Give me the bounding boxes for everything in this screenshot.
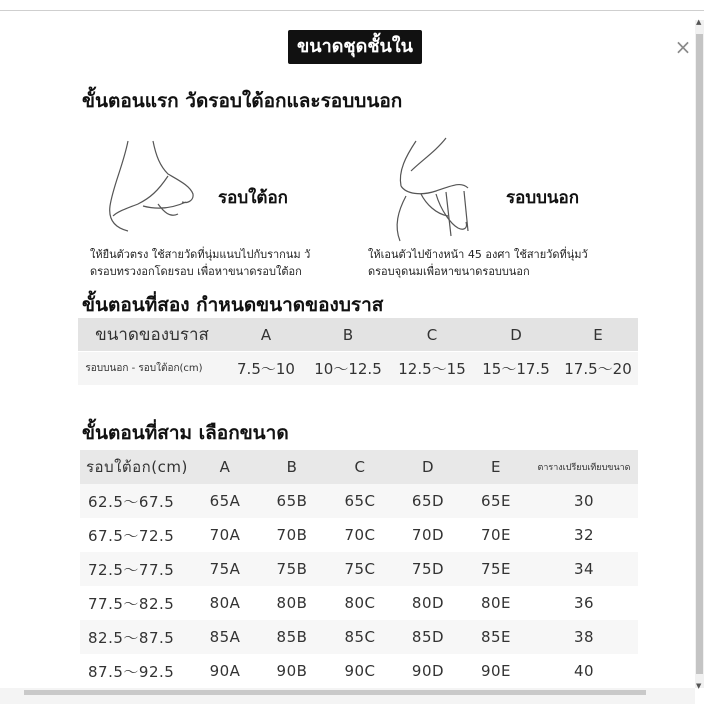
table-cell: 75C — [344, 560, 376, 578]
table-cell: 85B — [276, 628, 308, 646]
table-cell: 72.5～77.5 — [88, 560, 175, 579]
table-cell: 38 — [573, 628, 595, 646]
table-cell: 36 — [573, 594, 595, 612]
step1-heading: ขั้นตอนแรก วัดรอบใต้อกและรอบบนอก — [82, 90, 403, 112]
table-cell: 80A — [209, 594, 241, 612]
table-cell: 65D — [411, 492, 445, 510]
table-cell: 75D — [411, 560, 445, 578]
step3-heading: ขั้นตอนที่สาม เลือกขนาด — [82, 422, 289, 444]
scroll-up-arrow-icon[interactable]: ▲ — [696, 18, 702, 26]
table-cell: 65E — [480, 492, 512, 510]
horizontal-scrollbar[interactable] — [0, 688, 695, 704]
table-cell: 17.5～20 — [564, 360, 632, 378]
size-table-header — [80, 450, 638, 484]
table-cell: 80D — [411, 594, 445, 612]
table-cell: 85D — [411, 628, 445, 646]
table-header-cell: รอบใต้อก(cm) — [86, 458, 188, 476]
size-selection-table — [80, 450, 638, 686]
table-cell: 32 — [573, 526, 595, 544]
table-cell: 90B — [276, 662, 308, 680]
table-cell: 82.5～87.5 — [88, 628, 175, 647]
horizontal-scroll-thumb[interactable] — [24, 690, 646, 695]
underbust-description — [90, 246, 310, 280]
page-title: ขนาดชุดชั้นใน — [288, 30, 422, 64]
table-cell: 15～17.5 — [482, 360, 550, 378]
table-cell: 40 — [573, 662, 595, 680]
table-cell: 30 — [573, 492, 595, 510]
scroll-down-arrow-icon[interactable]: ▼ — [696, 682, 702, 690]
step2-heading: ขั้นตอนที่สอง กำหนดขนาดของบราส — [82, 294, 384, 316]
table-cell: 67.5～72.5 — [88, 526, 175, 545]
underbust-illustration — [98, 136, 218, 236]
table-cell: 90E — [480, 662, 512, 680]
table-header-cell: B — [342, 325, 354, 344]
table-row — [80, 518, 638, 552]
table-header-cell: E — [491, 458, 501, 476]
table-cell: 75E — [480, 560, 512, 578]
underbust-desc-line1: ให้ยืนตัวตรง ใช้สายวัดที่นุ่มแนบไปกับรากนม วั — [90, 248, 311, 261]
underbust-desc-line2: ดรอบทรวงอกโดยรอบ เพื่อหาขนาดรอบใต้อก — [90, 265, 302, 278]
table-header-cell: A — [260, 325, 272, 344]
overbust-desc-line2: ดรอบจุดนมเพื่อหาขนาดรอบบนอก — [368, 265, 530, 278]
table-header-cell: D — [421, 458, 435, 476]
cup-size-table — [78, 318, 638, 385]
vertical-scrollbar[interactable] — [695, 20, 704, 688]
table-header-cell: A — [219, 458, 231, 476]
overbust-label: รอบบนอก — [506, 188, 580, 208]
table-cell: 70E — [480, 526, 512, 544]
table-row — [80, 484, 638, 518]
table-header-cell: ขนาดของบราส — [95, 325, 209, 345]
top-divider — [0, 10, 704, 11]
table-row — [80, 586, 638, 620]
underbust-label: รอบใต้อก — [218, 188, 288, 208]
table-cell: 90D — [411, 662, 445, 680]
cup-size-table-header — [78, 318, 638, 351]
table-cell: 70D — [411, 526, 445, 544]
table-cell: 90C — [344, 662, 376, 680]
table-cell: 80B — [276, 594, 308, 612]
table-cell: 70B — [276, 526, 308, 544]
table-cell: 34 — [573, 560, 595, 578]
table-header-cell: D — [510, 325, 522, 344]
table-cell: 65A — [209, 492, 241, 510]
table-cell: 62.5～67.5 — [88, 492, 175, 511]
table-row — [80, 620, 638, 654]
table-header-cell: E — [593, 325, 603, 344]
overbust-desc-line1: ให้เอนตัวไปข้างหน้า 45 องศา ใช้สายวัดที่นุ่มวั — [368, 248, 588, 261]
table-cell: รอบบนอก - รอบใต้อก(cm) — [85, 363, 203, 374]
table-row — [80, 654, 638, 686]
overbust-illustration — [376, 136, 506, 246]
table-cell: 12.5～15 — [398, 360, 466, 378]
table-cell: 85E — [480, 628, 512, 646]
table-cell: 90A — [209, 662, 241, 680]
table-header-cell: C — [354, 458, 366, 476]
table-header-cell: ตารางเปรียบเทียบขนาด — [537, 463, 631, 473]
table-row — [80, 552, 638, 586]
table-cell: 80C — [344, 594, 376, 612]
table-cell: 80E — [480, 594, 512, 612]
table-cell: 70C — [344, 526, 376, 544]
overbust-description — [368, 246, 588, 280]
table-row — [78, 352, 638, 385]
table-cell: 65B — [276, 492, 308, 510]
table-cell: 65C — [344, 492, 376, 510]
table-cell: 75B — [276, 560, 308, 578]
table-cell: 10～12.5 — [314, 360, 382, 378]
table-cell: 77.5～82.5 — [88, 594, 175, 613]
table-header-cell: B — [286, 458, 298, 476]
vertical-scroll-thumb[interactable] — [696, 34, 703, 674]
table-cell: 85A — [209, 628, 241, 646]
table-cell: 85C — [344, 628, 376, 646]
size-guide-content — [78, 22, 640, 686]
table-header-cell: C — [426, 325, 438, 344]
table-cell: 87.5～92.5 — [88, 662, 175, 681]
table-cell: 7.5～10 — [237, 360, 295, 378]
table-cell: 70A — [209, 526, 241, 544]
close-icon[interactable]: × — [674, 35, 692, 59]
table-cell: 75A — [209, 560, 241, 578]
